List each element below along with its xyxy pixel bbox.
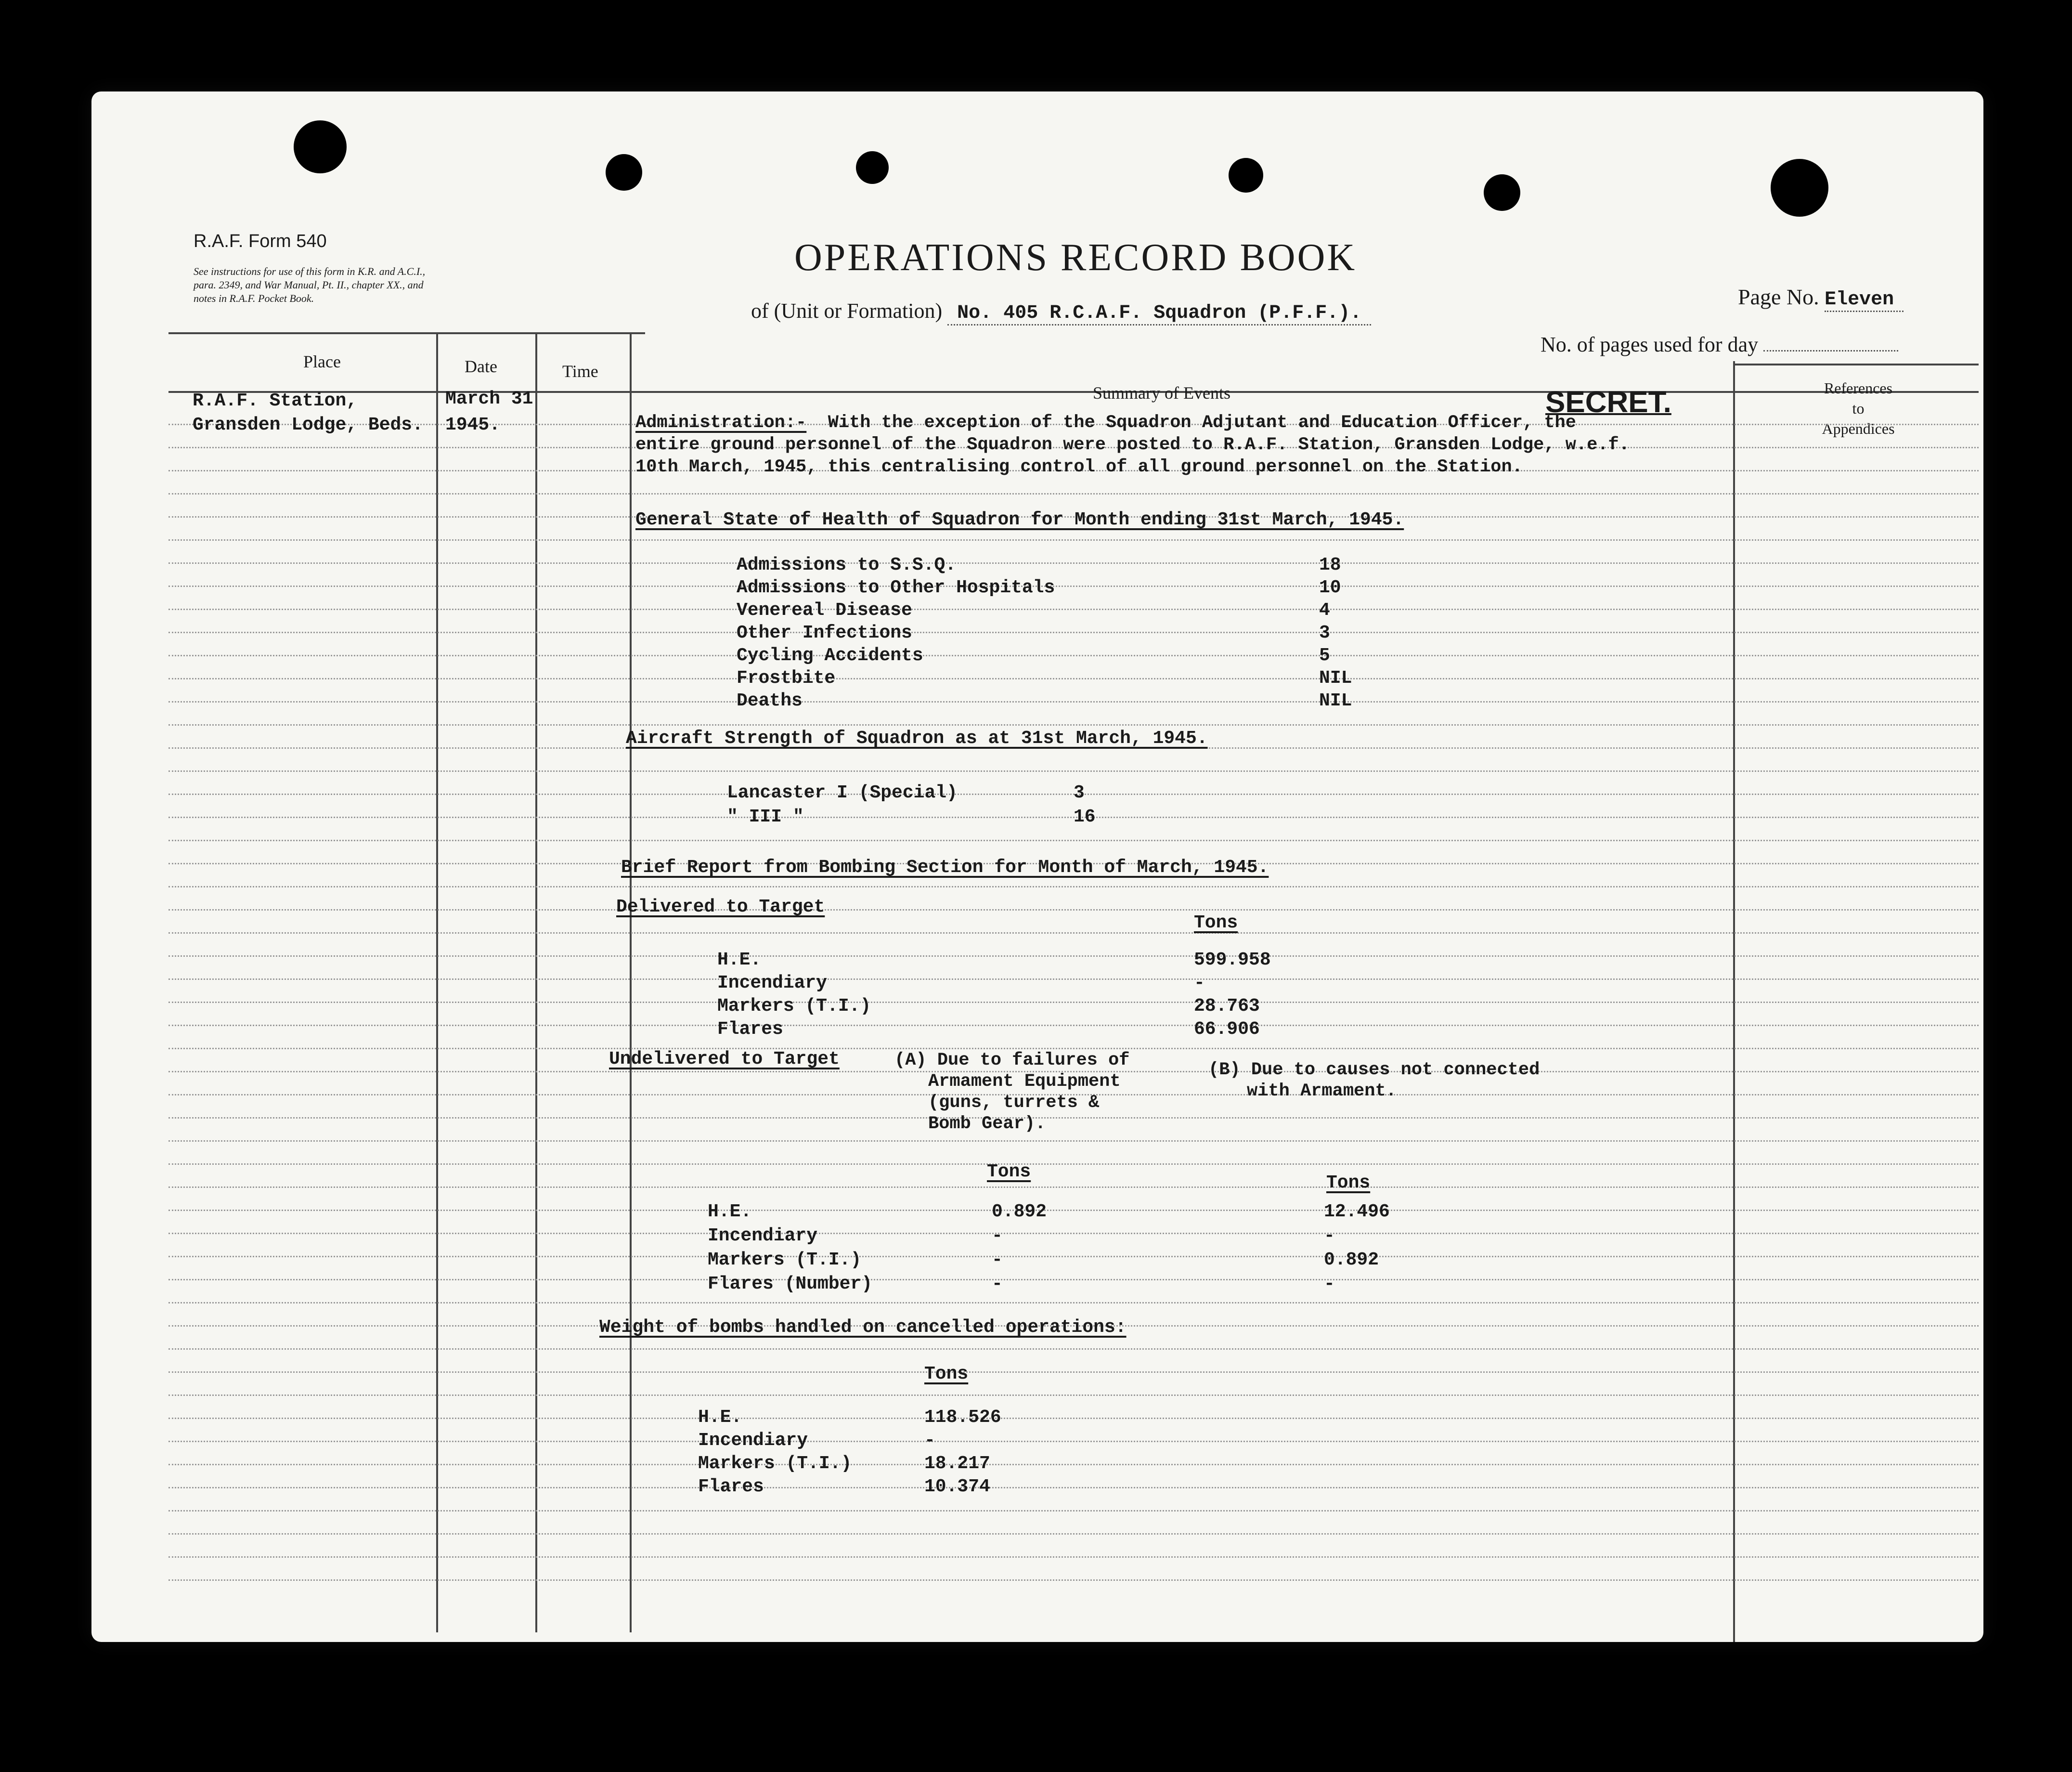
row-label: Flares [717, 1019, 783, 1040]
table-row [717, 1018, 1300, 1041]
bombing-heading: Brief Report from Bombing Section for Month of March, 1945. [621, 857, 1269, 878]
row-label: H.E. [708, 1201, 752, 1222]
ruled-line [168, 1441, 1979, 1442]
row-value: NIL [1319, 668, 1352, 689]
ruled-line [168, 1394, 1979, 1396]
unit-value: No. 405 R.C.A.F. Squadron (P.F.F.). [947, 302, 1371, 326]
row-value: - [1194, 973, 1205, 993]
undelivered-tons-a-header: Tons [987, 1161, 1031, 1182]
ruled-line [168, 1510, 1979, 1511]
table-row [708, 1272, 1420, 1296]
row-value: 66.906 [1194, 1019, 1260, 1040]
delivered-tons-header: Tons [1194, 912, 1238, 933]
row-value: 599.958 [1194, 950, 1271, 970]
header-bottom-rule [168, 391, 1979, 393]
form-page [91, 91, 1983, 1642]
row-label: Markers (T.I.) [717, 996, 871, 1016]
ruled-line [168, 886, 1979, 887]
binder-hole [606, 154, 642, 191]
cancelled-list [698, 1406, 1021, 1498]
row-value: 5 [1319, 645, 1330, 666]
row-value: 0.892 [1324, 1250, 1379, 1270]
row-value: 28.763 [1194, 996, 1260, 1016]
row-value: 3 [1319, 623, 1330, 643]
row-label: Incendiary [708, 1225, 818, 1246]
binder-hole [1771, 159, 1828, 217]
pages-used-label: No. of pages used for day [1541, 333, 1759, 356]
row-label: Admissions to Other Hospitals [737, 577, 1055, 598]
binder-hole [294, 120, 347, 173]
column-header-time: Time [562, 362, 598, 381]
pages-used-field [1541, 332, 1898, 357]
unit-field [751, 299, 1371, 326]
row-value: - [1324, 1274, 1335, 1294]
admin-heading: Administration:- [635, 413, 807, 433]
row-value: 18.217 [924, 1453, 990, 1474]
row-label: Cycling Accidents [737, 645, 923, 666]
undelivered-tons-b-header: Tons [1326, 1173, 1371, 1193]
column-header-references: References to Appendices [1822, 379, 1895, 437]
delivered-heading: Delivered to Target [616, 897, 825, 917]
cancelled-tons-header: Tons [924, 1364, 969, 1384]
table-row [698, 1475, 1021, 1498]
table-row [737, 554, 1415, 576]
table-row [717, 949, 1300, 972]
row-label: Flares (Number) [708, 1274, 873, 1294]
admin-line: With the exception of the Squadron Adjutant and Education Officer, the [828, 413, 1576, 433]
table-row [698, 1429, 1021, 1452]
pages-used-blank [1763, 336, 1898, 352]
row-label: Incendiary [698, 1430, 808, 1451]
table-row [717, 972, 1300, 995]
ruled-line [168, 1048, 1979, 1049]
row-value: 16 [1074, 807, 1096, 827]
row-label: Admissions to S.S.Q. [737, 555, 957, 575]
form-instructions: See instructions for use of this form in K.R. and A.C.I., para. 2349, and War Manual, Pt. II., chapter XX., and notes in R.A.F. Pocket Book. [194, 265, 426, 304]
table-row [698, 1406, 1021, 1429]
row-value: - [992, 1274, 1003, 1294]
row-value: 0.892 [992, 1201, 1047, 1222]
table-row [708, 1224, 1420, 1248]
row-value: 3 [1074, 782, 1085, 803]
ruled-line [168, 909, 1979, 911]
binder-hole [1484, 174, 1520, 211]
row-label: Lancaster I (Special) [727, 782, 958, 803]
ruled-line [168, 1371, 1979, 1373]
row-value: - [1324, 1225, 1335, 1246]
row-label: H.E. [717, 950, 762, 970]
binder-hole [1229, 158, 1263, 193]
ruled-line [168, 1418, 1979, 1419]
table-row [727, 805, 1131, 829]
table-row [737, 576, 1415, 599]
column-header-date: Date [465, 357, 497, 376]
row-value: - [992, 1250, 1003, 1270]
table-row [737, 690, 1415, 712]
table-row [727, 781, 1131, 805]
table-row [708, 1248, 1420, 1272]
header-top-rule [168, 332, 645, 334]
page-value: Eleven [1825, 289, 1904, 312]
column-header-summary: Summary of Events [1093, 383, 1230, 403]
secret-stamp: SECRET. [1545, 386, 1671, 419]
health-list [737, 554, 1415, 712]
admin-line: 10th March, 1945, this centralising control of all ground personnel on the Station. [635, 457, 1523, 477]
ruled-line [168, 1348, 1979, 1350]
ruled-line [168, 724, 1979, 726]
table-row [737, 667, 1415, 690]
ruled-line [168, 539, 1979, 541]
row-label: Frostbite [737, 668, 836, 689]
page-label: Page No. [1738, 285, 1819, 309]
cause-a: (A) Due to failures of Armament Equipment (guns, turrets & Bomb Gear). [894, 1050, 1130, 1134]
unit-label: of (Unit or Formation) [751, 299, 943, 323]
ruled-line [168, 1556, 1979, 1558]
undelivered-heading: Undelivered to Target [609, 1049, 840, 1069]
ruled-line [168, 1302, 1979, 1303]
form-number: R.A.F. Form 540 [194, 231, 327, 251]
admin-section [635, 412, 1630, 478]
ruled-line [168, 1579, 1979, 1581]
page-title: OPERATIONS RECORD BOOK [794, 236, 1357, 279]
ruled-line [168, 1487, 1979, 1488]
row-value: 18 [1319, 555, 1341, 575]
ruled-line [168, 1140, 1979, 1142]
ruled-line [168, 770, 1979, 772]
ruled-line [168, 1186, 1979, 1188]
row-label: Markers (T.I.) [698, 1453, 852, 1474]
table-row [708, 1200, 1420, 1224]
column-header-place: Place [303, 352, 341, 371]
binder-hole [856, 151, 889, 184]
row-value: - [992, 1225, 1003, 1246]
row-value: 4 [1319, 600, 1330, 621]
row-label: Venereal Disease [737, 600, 912, 621]
entry-place: R.A.F. Station, Gransden Lodge, Beds. [193, 391, 423, 435]
entry-date: March 31 1945. [445, 389, 533, 435]
table-row [737, 644, 1415, 667]
row-value: 118.526 [924, 1407, 1001, 1428]
health-heading: General State of Health of Squadron for Month ending 31st March, 1945. [635, 509, 1404, 530]
header-top-rule-right [1733, 364, 1979, 365]
row-label: Flares [698, 1476, 764, 1497]
ruled-line [168, 493, 1979, 495]
table-row [737, 622, 1415, 644]
ruled-line [168, 1464, 1979, 1465]
row-value: - [924, 1430, 935, 1451]
row-value: 10 [1319, 577, 1341, 598]
table-row [698, 1452, 1021, 1475]
ruled-line [168, 1163, 1979, 1165]
table-row [737, 599, 1415, 622]
admin-line: entire ground personnel of the Squadron were posted to R.A.F. Station, Gransden Lodge, w.e.f. [635, 435, 1630, 455]
row-label: Incendiary [717, 973, 828, 993]
cause-b: (B) Due to causes not connected with Armament. [1208, 1060, 1540, 1101]
date-column-divider [535, 332, 537, 1632]
cancelled-heading: Weight of bombs handled on cancelled operations: [599, 1317, 1127, 1338]
table-row [717, 995, 1300, 1018]
ruled-line [168, 840, 1979, 841]
ruled-line [168, 1533, 1979, 1535]
row-label: Deaths [737, 691, 803, 711]
aircraft-heading: Aircraft Strength of Squadron as at 31st March, 1945. [626, 728, 1208, 749]
aircraft-list [727, 781, 1131, 829]
ruled-line [168, 932, 1979, 934]
row-label: Markers (T.I.) [708, 1250, 862, 1270]
time-column-divider [630, 332, 632, 1632]
place-column-divider [436, 332, 438, 1632]
delivered-list [717, 949, 1300, 1041]
row-value: 10.374 [924, 1476, 990, 1497]
row-label: Other Infections [737, 623, 912, 643]
row-label: H.E. [698, 1407, 742, 1428]
row-value: NIL [1319, 691, 1352, 711]
row-value: 12.496 [1324, 1201, 1390, 1222]
undelivered-list [708, 1200, 1420, 1296]
page-number-field [1738, 284, 1904, 312]
row-label: " III " [727, 807, 804, 827]
